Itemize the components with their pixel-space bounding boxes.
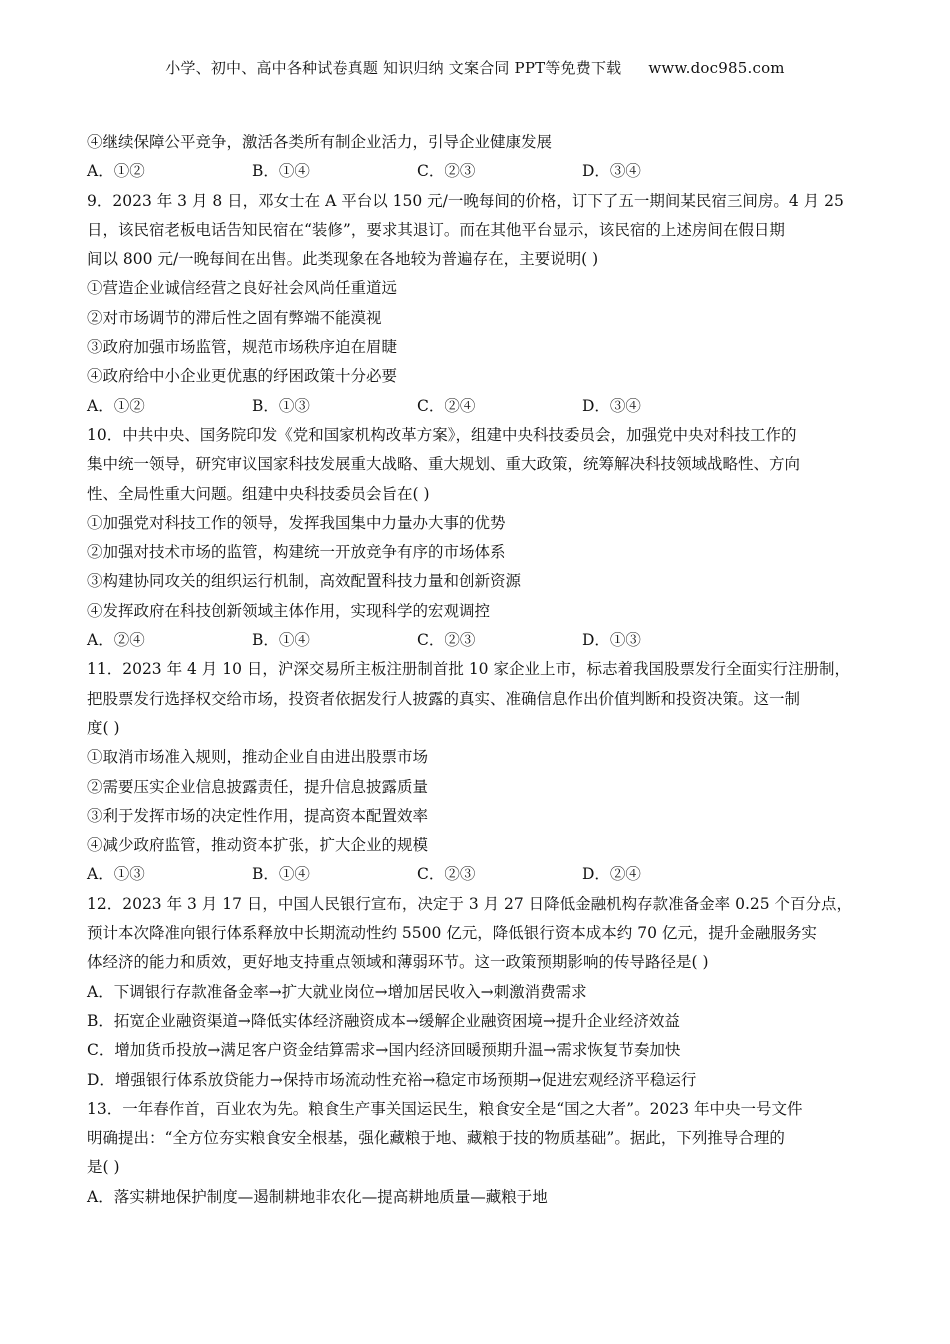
- q12-option-b: B．拓宽企业融资渠道→降低实体经济融资成本→缓解企业融资困境→提升企业经济效益: [87, 1011, 680, 1030]
- q13-stem-line-3: 是( ): [87, 1158, 120, 1177]
- q9-option-b: B．①③: [252, 396, 310, 415]
- q9-option-c: C．②④: [417, 396, 476, 415]
- q11-stem-line-1: 11．2023 年 4 月 10 日，沪深交易所主板注册制首批 10 家企业上市，标志着我国股票发行全面实行注册制，: [87, 660, 850, 679]
- q10-item-1: ①加强党对科技工作的领导，发挥我国集中力量办大事的优势: [87, 513, 506, 532]
- q12-stem-line-2: 预计本次降准向银行体系释放中长期流动性约 5500 亿元，降低银行资本成本约 70 亿元，提升金融服务实: [87, 924, 817, 943]
- q8-option-d: D．③④: [582, 162, 641, 181]
- q10-item-3: ③构建协同攻关的组织运行机制，高效配置科技力量和创新资源: [87, 572, 522, 591]
- q12-option-c: C．增加货币投放→满足客户资金结算需求→国内经济回暖预期升温→需求恢复节奏加快: [87, 1041, 681, 1060]
- q10-stem-line-1: 10．中共中央、国务院印发《党和国家机构改革方案》，组建中央科技委员会，加强党中央对科技工作的: [87, 425, 797, 444]
- q10-option-b: B．①④: [252, 631, 310, 650]
- q8-option-c: C．②③: [417, 162, 476, 181]
- q11-item-4: ④减少政府监管，推动资本扩张，扩大企业的规模: [87, 836, 429, 855]
- q11-item-2: ②需要压实企业信息披露责任，提升信息披露质量: [87, 777, 429, 796]
- q12-option-d: D．增强银行体系放贷能力→保持市场流动性充裕→稳定市场预期→促进宏观经济平稳运行: [87, 1070, 697, 1089]
- q12-stem-line-3: 体经济的能力和质效，更好地支持重点领域和薄弱环节。这一政策预期影响的传导路径是( ): [87, 953, 709, 972]
- q11-option-b: B．①④: [252, 865, 310, 884]
- q10-stem-line-2: 集中统一领导，研究审议国家科技发展重大战略、重大规划、重大政策，统筹解决科技领域战略性、方向: [87, 455, 801, 474]
- q8-options: [87, 157, 867, 186]
- header-text: 小学、初中、高中各种试卷真题 知识归纳 文案合同 PPT等免费下载: [165, 59, 622, 77]
- q13-stem-line-2: 明确提出：“全方位夯实粮食安全根基，强化藏粮于地、藏粮于技的物质基础”。据此，下列推导合理的: [87, 1129, 785, 1148]
- q9-options: [87, 392, 867, 421]
- q11-stem-line-2: 把股票发行选择权交给市场，投资者依据发行人披露的真实、准确信息作出价值判断和投资决策。这一制: [87, 689, 801, 708]
- q9-option-a: A．①②: [87, 396, 145, 415]
- q9-stem-line-1: 9．2023 年 3 月 8 日，邓女士在 A 平台以 150 元/一晚每间的价格，订下了五一期间某民宿三间房。4 月 25: [87, 191, 844, 210]
- q9-option-d: D．③④: [582, 396, 641, 415]
- q13-option-a: A．落实耕地保护制度—遏制耕地非农化—提高耕地质量—藏粮于地: [87, 1187, 548, 1206]
- q8-option-a: A．①②: [87, 162, 145, 181]
- q10-stem-line-3: 性、全局性重大问题。组建中央科技委员会旨在( ): [87, 484, 430, 503]
- q10-item-2: ②加强对技术市场的监管，构建统一开放竞争有序的市场体系: [87, 543, 506, 562]
- q11-stem-line-3: 度( ): [87, 718, 120, 737]
- page-header: [0, 57, 950, 78]
- q12-option-a: A．下调银行存款准备金率→扩大就业岗位→增加居民收入→刺激消费需求: [87, 982, 587, 1001]
- q11-item-1: ①取消市场准入规则，推动企业自由进出股票市场: [87, 748, 429, 767]
- q9-stem-line-2: 日，该民宿老板电话告知民宿在“装修”，要求其退订。而在其他平台显示，该民宿的上述房间在假日期: [87, 220, 785, 239]
- q9-item-4: ④政府给中小企业更优惠的纾困政策十分必要: [87, 367, 398, 386]
- q8-option-b: B．①④: [252, 162, 310, 181]
- q10-option-a: A．②④: [87, 631, 145, 650]
- q11-option-d: D．②④: [582, 865, 641, 884]
- q11-item-3: ③利于发挥市场的决定性作用，提高资本配置效率: [87, 806, 429, 825]
- q10-option-d: D．①③: [582, 631, 641, 650]
- q13-stem-line-1: 13．一年春作首，百业农为先。粮食生产事关国运民生，粮食安全是“国之大者”。2023 年中央一号文件: [87, 1099, 803, 1118]
- q9-item-2: ②对市场调节的滞后性之固有弊端不能漠视: [87, 308, 382, 327]
- header-url[interactable]: www.doc985.com: [648, 59, 785, 77]
- q8-item-4: ④继续保障公平竞争，激活各类所有制企业活力，引导企业健康发展: [87, 133, 553, 151]
- exam-content: [87, 128, 867, 1212]
- q9-item-3: ③政府加强市场监管，规范市场秩序迫在眉睫: [87, 338, 398, 357]
- q12-stem-line-1: 12．2023 年 3 月 17 日，中国人民银行宣布，决定于 3 月 27 日降低金融机构存款准备金率 0.25 个百分点，: [87, 894, 853, 913]
- q11-option-c: C．②③: [417, 865, 476, 884]
- q9-item-1: ①营造企业诚信经营之良好社会风尚任重道远: [87, 279, 398, 298]
- q11-options: [87, 860, 867, 889]
- q11-option-a: A．①③: [87, 865, 145, 884]
- q9-stem-line-3: 间以 800 元/一晚每间在出售。此类现象在各地较为普遍存在，主要说明( ): [87, 250, 599, 269]
- q10-options: [87, 626, 867, 655]
- q10-option-c: C．②③: [417, 631, 476, 650]
- q10-item-4: ④发挥政府在科技创新领域主体作用，实现科学的宏观调控: [87, 601, 491, 620]
